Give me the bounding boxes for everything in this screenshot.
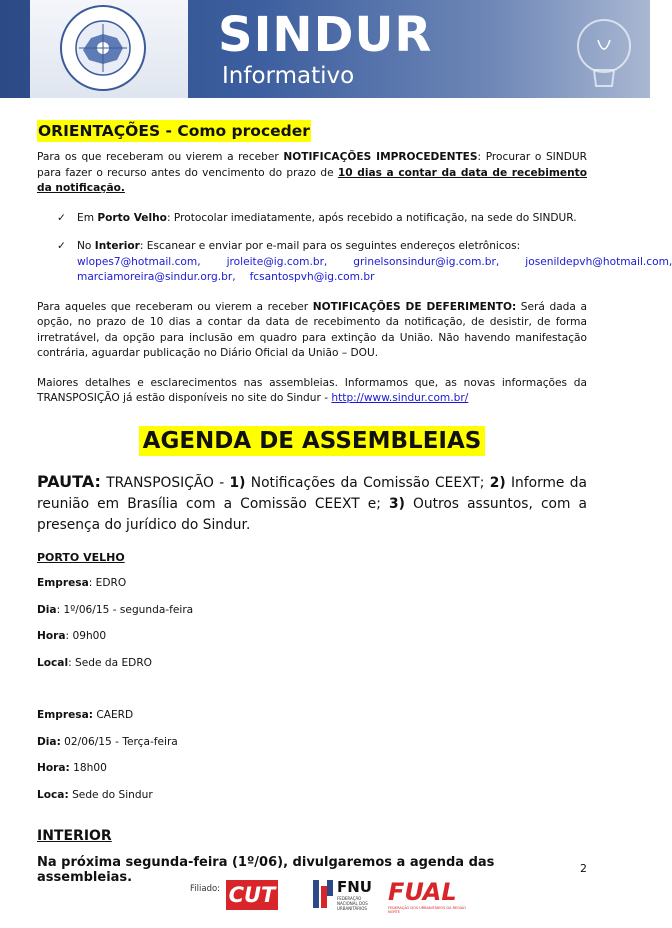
pauta-label: PAUTA: bbox=[37, 471, 101, 491]
text-span: Notificações da Comissão CEEXT; bbox=[245, 474, 490, 491]
meeting2-hora bbox=[37, 761, 587, 777]
item-number: 3) bbox=[388, 495, 405, 512]
email-link[interactable]: wlopes7@hotmail.com, bbox=[77, 255, 201, 268]
fnu-mark-icon bbox=[313, 880, 333, 908]
field-value: : Sede da EDRO bbox=[68, 656, 153, 669]
text-span: Para os que receberam ou vierem a receber bbox=[37, 151, 284, 163]
meeting1-local bbox=[37, 656, 587, 672]
meeting2-local bbox=[37, 788, 587, 804]
interior-notice: Na próxima segunda-feira (1º/06), divulgaremos a agenda das assembleias. bbox=[37, 854, 495, 885]
fnu-logo bbox=[313, 878, 383, 912]
field-value: : EDRO bbox=[88, 577, 127, 589]
logo-area bbox=[30, 0, 188, 98]
fual-logo: FUAL bbox=[388, 878, 457, 906]
list-item-interior bbox=[57, 239, 672, 286]
sindur-site-link[interactable]: http://www.sindur.com.br/ bbox=[331, 392, 469, 404]
improcedentes-label: NOTIFICAÇÕES IMPROCEDENTES bbox=[283, 151, 478, 163]
page-number: 2 bbox=[580, 862, 587, 875]
field-value: : 1º/06/15 - segunda-feira bbox=[56, 603, 194, 616]
field-label: Hora bbox=[37, 630, 66, 642]
improcedentes-paragraph bbox=[37, 150, 587, 197]
field-value: : 09h00 bbox=[65, 630, 107, 642]
spacer bbox=[37, 671, 587, 697]
agenda-title-wrap bbox=[37, 425, 587, 457]
field-label: Dia bbox=[37, 603, 57, 616]
main-content bbox=[37, 120, 672, 886]
field-label: Empresa: bbox=[37, 709, 93, 721]
agenda-title: AGENDA DE ASSEMBLEIAS bbox=[139, 426, 486, 456]
fual-subtext: FEDERAÇÃO DOS URBANITÁRIOS DA REGIÃO NORTE bbox=[388, 906, 467, 914]
item-number: 2) bbox=[489, 474, 506, 491]
email-link[interactable]: grinelsonsindur@ig.com.br, bbox=[353, 255, 500, 268]
field-label: Hora: bbox=[37, 762, 70, 774]
field-value: Sede do Sindur bbox=[68, 788, 153, 801]
fnu-subtext: FEDERAÇÃO NACIONAL DOS URBANITÁRIOS bbox=[337, 896, 368, 911]
meeting2-dia bbox=[37, 735, 587, 751]
text-span: Maiores detalhes e esclarecimentos nas assembleias. Informamos que, as novas informações da TRANSPOSIÇÃO já estão disponíveis no site do Sindur - bbox=[37, 376, 587, 404]
email-link[interactable]: jroleite@ig.com.br, bbox=[226, 255, 328, 268]
brand-title: SINDUR bbox=[218, 7, 433, 63]
deferimento-label: NOTIFICAÇÕES DE DEFERIMENTO: bbox=[312, 300, 517, 313]
details-paragraph bbox=[37, 376, 587, 407]
deadline-text: 10 dias a contar da data de recebimento da notificação. bbox=[37, 166, 587, 194]
deferimento-paragraph bbox=[37, 300, 587, 362]
porto-velho-label: Porto Velho bbox=[97, 211, 167, 224]
field-label: Loca: bbox=[37, 788, 69, 801]
text-span: : Procurar o SINDUR para fazer o recurso antes do vencimento do prazo de bbox=[37, 151, 587, 179]
checkmark-icon: ✓ bbox=[57, 240, 66, 252]
lightbulb-icon bbox=[548, 0, 650, 98]
field-value: CAERD bbox=[92, 709, 134, 721]
field-label: Local bbox=[37, 656, 69, 669]
brand-subtitle: Informativo bbox=[222, 63, 355, 89]
text-span: : Protocolar imediatamente, após recebido a notificação, na sede do SINDUR. bbox=[166, 211, 577, 224]
text-span: Para aqueles que receberam ou vierem a receber bbox=[37, 300, 313, 313]
item-number: 1) bbox=[229, 474, 246, 491]
meeting2-empresa bbox=[37, 708, 587, 724]
text-span: Será dada a opção, no prazo de 10 dias a contar da data de recebimento da notificação, de desistir, de forma irretratável, da opção para inclusão em quadro para extinção da União. Não havendo manifestação contrária, aguardar publicação no Diário Oficial da União – DOU. bbox=[37, 300, 587, 359]
meeting1-dia bbox=[37, 603, 587, 619]
porto-velho-heading: PORTO VELHO bbox=[37, 550, 125, 564]
list-item-porto-velho bbox=[57, 211, 587, 227]
meeting1-empresa bbox=[37, 576, 587, 592]
fnu-text: FNU bbox=[337, 878, 372, 896]
interior-heading: INTERIOR bbox=[37, 828, 112, 844]
sindur-seal-logo bbox=[59, 4, 147, 92]
field-label: Empresa bbox=[37, 577, 89, 589]
field-value: 18h00 bbox=[69, 762, 107, 774]
field-value: 02/06/15 - Terça-feira bbox=[60, 735, 178, 748]
orientacoes-title: ORIENTAÇÕES - Como proceder bbox=[38, 122, 310, 140]
email-link[interactable]: marciamoreira@sindur.org.br, bbox=[77, 271, 236, 283]
field-label: Dia: bbox=[37, 735, 61, 748]
footer-affiliations bbox=[0, 876, 650, 916]
text-span: Outros assuntos, com a presença do jurídico do Sindur. bbox=[37, 495, 587, 533]
email-link[interactable]: fcsantospvh@ig.com.br bbox=[249, 271, 375, 283]
instructions-list bbox=[57, 211, 672, 286]
header-banner bbox=[0, 0, 650, 98]
email-link[interactable]: josenildepvh@hotmail.com, bbox=[525, 255, 672, 268]
cut-logo: CUT bbox=[226, 880, 278, 910]
pauta-paragraph bbox=[37, 471, 587, 536]
meeting1-hora bbox=[37, 629, 587, 645]
text-span: No bbox=[77, 240, 95, 252]
filiado-label: Filiado: bbox=[190, 884, 221, 894]
email-list bbox=[77, 255, 672, 286]
text-span: Em bbox=[77, 211, 98, 224]
text-span: : Escanear e enviar por e-mail para os seguintes endereços eletrônicos: bbox=[139, 240, 521, 252]
text-span: Informe da reunião em Brasília com a Comissão CEEXT e; bbox=[37, 474, 587, 512]
text-span: TRANSPOSIÇÃO - bbox=[100, 474, 230, 491]
interior-label: Interior bbox=[94, 240, 140, 252]
checkmark-icon: ✓ bbox=[57, 211, 66, 224]
